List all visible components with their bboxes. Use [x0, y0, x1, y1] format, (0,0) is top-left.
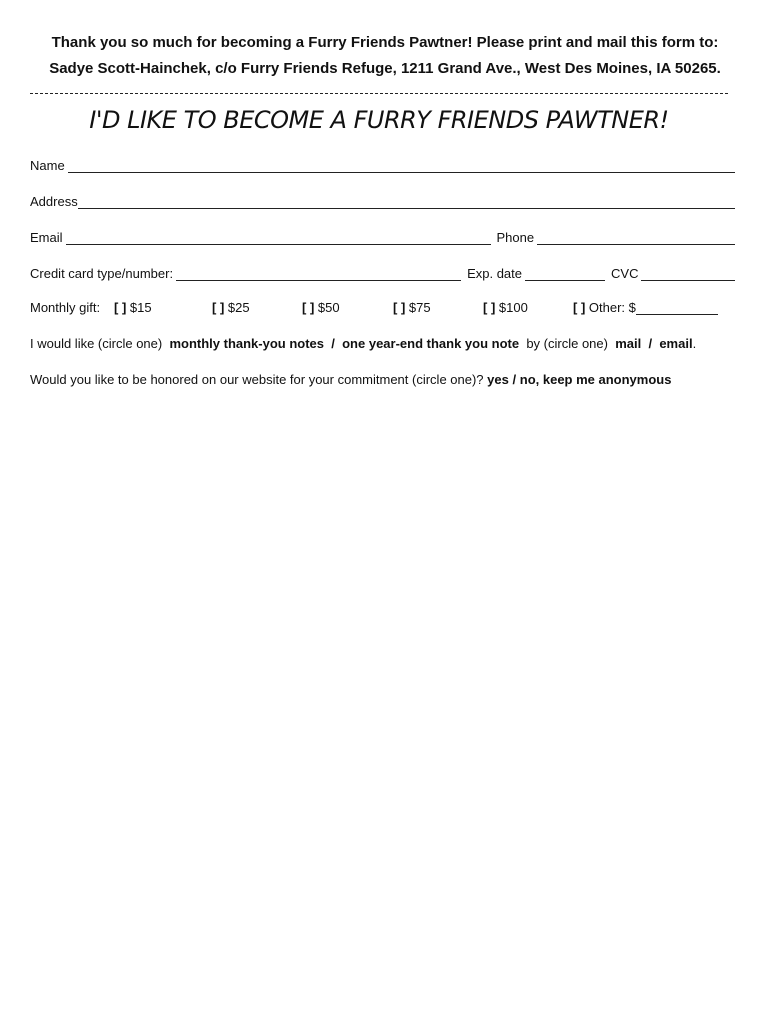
notes-end: . — [692, 336, 697, 351]
gift-amount-75: $75 — [408, 300, 431, 315]
payment-row — [30, 263, 735, 281]
gift-option-25[interactable] — [212, 300, 250, 315]
notes-option-mail[interactable]: mail — [615, 336, 642, 351]
email-phone-row — [30, 227, 735, 245]
gift-amount-50: $50 — [317, 300, 340, 315]
honor-question — [30, 372, 671, 387]
gift-amount-15: $15 — [129, 300, 152, 315]
credit-card-field[interactable] — [176, 267, 461, 281]
honor-option-yes[interactable]: yes — [487, 372, 509, 387]
gift-checkbox-15[interactable]: [ ] — [114, 300, 127, 315]
gift-option-other[interactable] — [573, 300, 718, 315]
notes-prefix: I would like (circle one) — [30, 336, 163, 351]
email-field[interactable] — [66, 231, 491, 245]
notes-option-monthly[interactable]: monthly thank-you notes — [169, 336, 325, 351]
gift-amount-25: $25 — [227, 300, 250, 315]
intro-text — [0, 30, 770, 82]
gift-option-75[interactable] — [393, 300, 431, 315]
intro-line-1: Thank you so much for becoming a Furry Friends Pawtner! Please print and mail this form to: — [51, 34, 719, 51]
notes-preference — [30, 336, 696, 351]
exp-date-label: Exp. date — [467, 266, 523, 281]
notes-option-year-end[interactable]: one year-end thank you note — [342, 336, 520, 351]
gift-checkbox-other[interactable]: [ ] — [573, 300, 586, 315]
intro-line-2: Sadye Scott-Hainchek, c/o Furry Friends Refuge, 1211 Grand Ave., West Des Moines, IA 50265. — [49, 60, 721, 77]
gift-option-15[interactable] — [114, 300, 152, 315]
gift-other-label: Other: $ — [588, 300, 636, 315]
exp-date-field[interactable] — [525, 267, 605, 281]
notes-option-email[interactable]: email — [659, 336, 693, 351]
address-field[interactable] — [78, 195, 735, 209]
form-title: I'D LIKE TO BECOME A FURRY FRIENDS PAWTNER! — [89, 106, 669, 134]
gift-checkbox-100[interactable]: [ ] — [483, 300, 496, 315]
email-label: Email — [30, 230, 63, 245]
notes-by: by (circle one) — [526, 336, 608, 351]
honor-question-text: Would you like to be honored on our website for your commitment (circle one)? — [30, 372, 484, 387]
gift-option-50[interactable] — [302, 300, 340, 315]
honor-option-no[interactable]: no, keep me anonymous — [519, 372, 672, 387]
phone-label: Phone — [496, 230, 535, 245]
gift-checkbox-50[interactable]: [ ] — [302, 300, 315, 315]
credit-card-label: Credit card type/number: — [30, 266, 174, 281]
gift-other-field[interactable] — [636, 301, 718, 315]
cvc-field[interactable] — [641, 267, 735, 281]
name-row — [30, 155, 735, 173]
cvc-label: CVC — [611, 266, 639, 281]
name-label: Name — [30, 158, 65, 173]
gift-checkbox-75[interactable]: [ ] — [393, 300, 406, 315]
address-label: Address — [30, 194, 78, 209]
name-field[interactable] — [68, 159, 735, 173]
gift-option-100[interactable] — [483, 300, 528, 315]
notes-separator: / — [331, 336, 335, 351]
notes-separator-2: / — [648, 336, 653, 351]
phone-field[interactable] — [537, 231, 735, 245]
monthly-gift-label: Monthly gift: — [30, 300, 101, 315]
address-row — [30, 191, 735, 209]
honor-separator: / — [512, 372, 517, 387]
gift-amount-100: $100 — [498, 300, 528, 315]
cut-line — [30, 93, 728, 94]
gift-checkbox-25[interactable]: [ ] — [212, 300, 225, 315]
